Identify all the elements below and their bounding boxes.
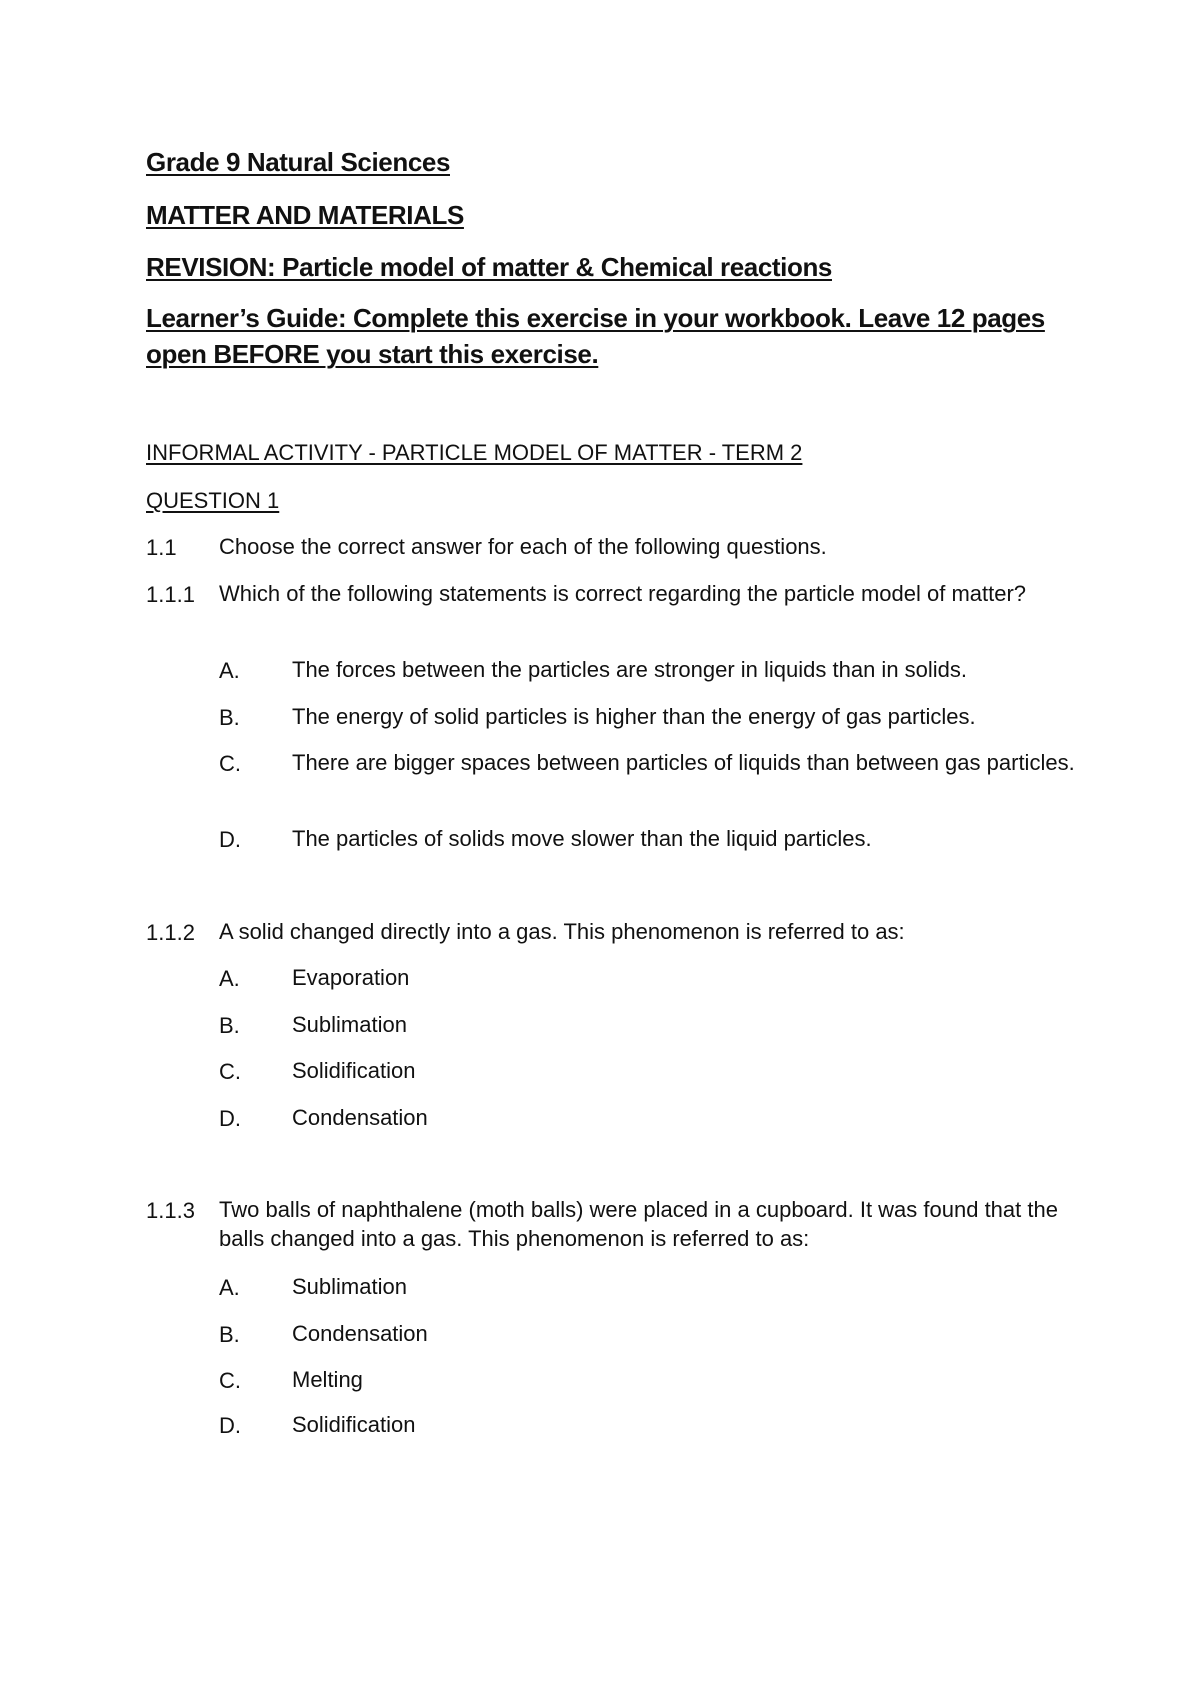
option-letter: A. xyxy=(219,966,240,991)
option-letter: B. xyxy=(219,1322,240,1347)
option-letter: B. xyxy=(219,705,240,730)
intro-text: Choose the correct answer for each of the following questions. xyxy=(219,534,827,559)
question-title: QUESTION 1 xyxy=(146,488,280,513)
question-text: Which of the following statements is correct regarding the particle model of matter? xyxy=(219,581,1027,606)
option-letter: A. xyxy=(219,1275,240,1300)
option-letter: D. xyxy=(219,827,241,852)
option-text: Melting xyxy=(292,1367,363,1392)
question-text: Two balls of naphthalene (moth balls) were placed in a cupboard. It was found that the balls changed into a gas. This phenomenon is referred to as: xyxy=(219,1197,1058,1251)
option-letter: B. xyxy=(219,1013,240,1038)
document-revision-title: REVISION: Particle model of matter & Chemical reactions xyxy=(146,252,832,282)
question-number: 1.1.2 xyxy=(146,920,195,945)
option-text: Sublimation xyxy=(292,1012,407,1037)
option-text: Solidification xyxy=(292,1412,416,1437)
question-number: 1.1.3 xyxy=(146,1198,195,1223)
option-text: Solidification xyxy=(292,1058,416,1083)
option-text: The particles of solids move slower than the liquid particles. xyxy=(292,826,872,851)
option-text: The energy of solid particles is higher than the energy of gas particles. xyxy=(292,704,976,729)
option-letter: A. xyxy=(219,658,240,683)
option-text: There are bigger spaces between particles of liquids than between gas particles. xyxy=(292,750,1075,775)
document-topic-title: MATTER AND MATERIALS xyxy=(146,200,464,230)
option-text: Sublimation xyxy=(292,1274,407,1299)
learner-guide-instruction: Learner’s Guide: Complete this exercise in your workbook. Leave 12 pages open BEFORE you start this exercise. xyxy=(146,303,1045,369)
question-number: 1.1.1 xyxy=(146,582,195,607)
option-text: The forces between the particles are stronger in liquids than in solids. xyxy=(292,657,968,682)
option-letter: C. xyxy=(219,1368,241,1393)
option-letter: C. xyxy=(219,751,241,776)
option-letter: C. xyxy=(219,1059,241,1084)
option-text: Evaporation xyxy=(292,965,410,990)
activity-title: INFORMAL ACTIVITY - PARTICLE MODEL OF MATTER - TERM 2 xyxy=(146,440,803,465)
option-letter: D. xyxy=(219,1106,241,1131)
option-text: Condensation xyxy=(292,1321,428,1346)
intro-number: 1.1 xyxy=(146,535,177,560)
option-letter: D. xyxy=(219,1413,241,1438)
option-text: Condensation xyxy=(292,1105,428,1130)
question-text: A solid changed directly into a gas. This phenomenon is referred to as: xyxy=(219,919,905,944)
document-subject-title: Grade 9 Natural Sciences xyxy=(146,147,450,177)
